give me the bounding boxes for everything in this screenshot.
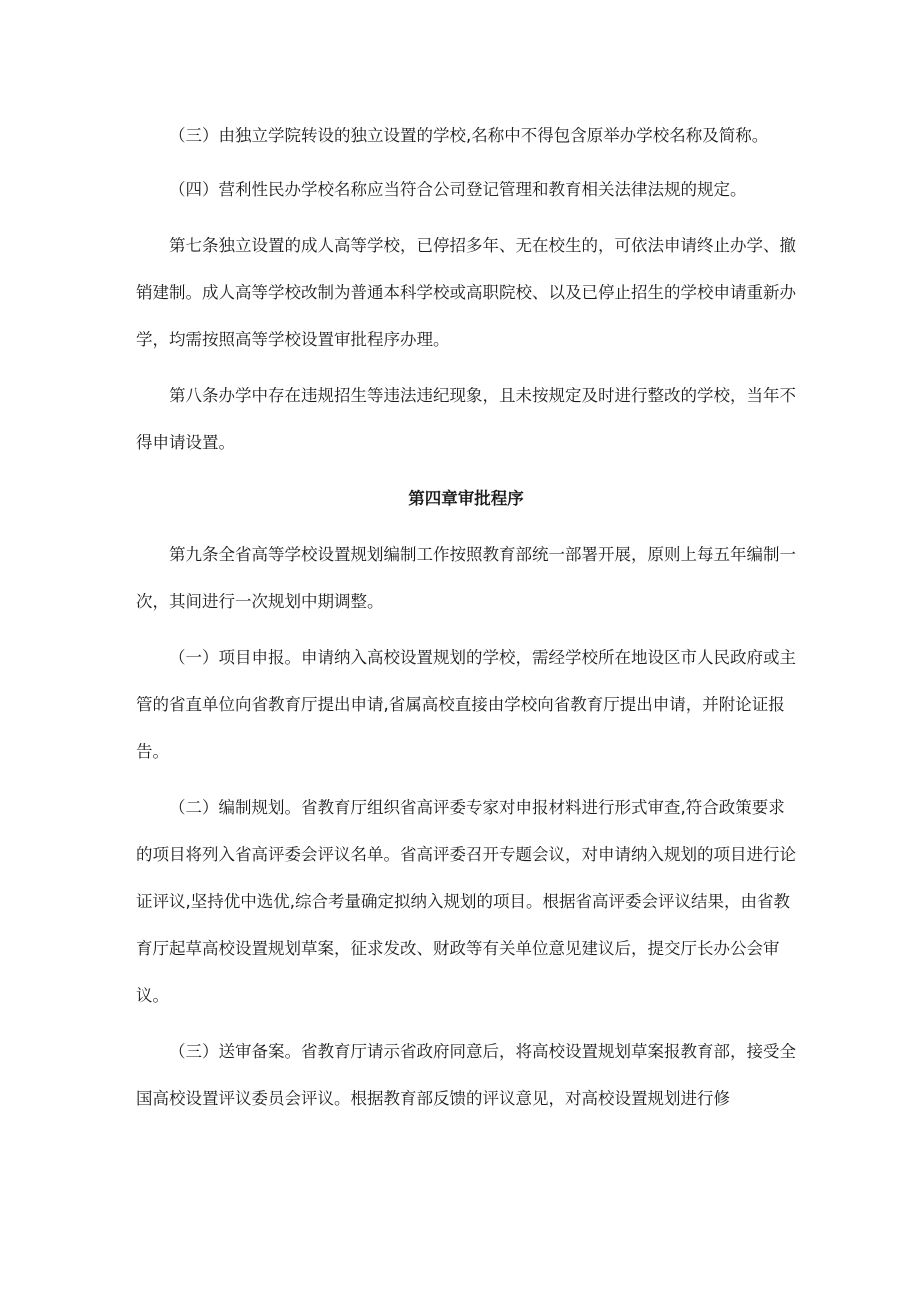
paragraph-item-3-name-rule: （三）由独立学院转设的独立设置的学校,名称中不得包含原举办学校名称及简称。 — [169, 126, 769, 145]
paragraph-article-7: 第七条独立设置的成人高等学校，已停招多年、无在校生的，可依法申请终止办学、撤销建制。成人高等学校改制为普通本科学校或高职院校、以及已停止招生的学校申请重新办学，均需按照高等学校设置审批程序办理。 — [136, 236, 796, 349]
paragraph-article-8: 第八条办学中存在违规招生等违法违纪现象，且未按规定及时进行整改的学校，当年不得申请设置。 — [136, 386, 796, 452]
chapter-heading: 第四章审批程序 — [408, 489, 524, 508]
paragraph-submission-filing: （三）送审备案。省教育厅请示省政府同意后，将高校设置规划草案报教育部，接受全国高校设置评议委员会评议。根据教育部反馈的评议意见，对高校设置规划进行修 — [136, 1042, 796, 1108]
paragraph-planning-compilation: （二）编制规划。省教育厅组织省高评委专家对申报材料进行形式审查,符合政策要求的项目将列入省高评委会评议名单。省高评委召开专题会议，对申请纳入规划的项目进行论证评议,坚持优中选优,综合考量确定拟纳入规划的项目。根据省高评委会评议结果，由省教育厅起草高校设置规划草案，征求发改、财政等有关单位意见建议后，提交厅长办公会审议。 — [136, 798, 796, 1005]
paragraph-project-application: （一）项目申报。申请纳入高校设置规划的学校，需经学校所在地设区市人民政府或主管的省直单位向省教育厅提出申请,省属高校直接由学校向省教育厅提出申请，并附论证报告。 — [136, 648, 796, 761]
document-body — [136, 112, 796, 1122]
paragraph-item-4-for-profit-name: （四）营利性民办学校名称应当符合公司登记管理和教育相关法律法规的规定。 — [169, 180, 747, 199]
paragraph-article-9: 第九条全省高等学校设置规划编制工作按照教育部统一部署开展，原则上每五年编制一次，其间进行一次规划中期调整。 — [136, 545, 796, 611]
